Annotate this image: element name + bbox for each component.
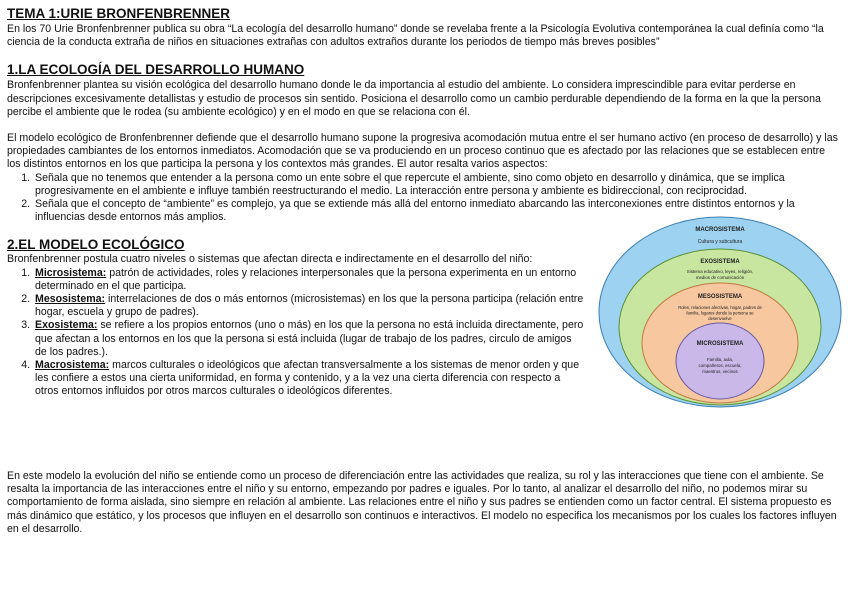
section1-paragraph-2: El modelo ecológico de Bronfenbrenner defiende que el desarrollo humano supone la progresiva acomodación mutua entre el ser humano activo (en proceso de desarrollo) y las propiedades cambiantes de los entornos inmediatos. Acomodación que se va produciendo en un proceso continuo que es afectado por las relaciones que se establecen entre los distintos entornos en los que participa la persona y los contextos más grandes. El autor resalta varios aspectos:	[7, 132, 838, 171]
section1-paragraph-1: Bronfenbrenner plantea su visión ecológica del desarrollo humano donde le da importancia al estudio del ambiente. Lo considera imprescindible para evitar perderse en descripciones excesivamente detallistas y estudio de procesos sin sentido. Posiciona el desarrollo como un cambio perdurable dependiendo de la forma en la que la persona percibe el ambiente que le rodea (su ambiente ecológico) y en el modo en que se relaciona con él.	[7, 79, 821, 118]
ecological-model-diagram	[597, 215, 843, 410]
section-modelo	[7, 227, 841, 398]
meso-subtitle-2: familia, lugares donde la persona se	[686, 310, 754, 316]
term-microsistema: Microsistema:	[35, 266, 107, 279]
section2-list	[7, 267, 585, 399]
section2-heading: 2.EL MODELO ECOLÓGICO	[7, 237, 185, 253]
term-macrosistema: Macrosistema:	[35, 359, 110, 372]
meso-subtitle-1: Roles, relaciones afectivas, hogar, padres de	[678, 305, 762, 311]
definition-text: marcos culturales o ideológicos que afectan transversalmente a los sistemas de menor orden y que les confiere a estos una cierta uniformidad, en forma y contenido, y a la vez una cierta diferencia con respecto a otros entornos influidos por otros marcos culturales o ideológicos diferentes.	[35, 359, 580, 398]
conclusion-paragraph: En este modelo la evolución del niño se entiende como un proceso de diferenciación entre las actividades que realiza, su rol y las interacciones que tiene con el ambiente. Se resalta la importancia de las interacciones entre el niño y su entorno, empezando por padres e iguales. Por lo tanto, al analizar el desarrollo del niño, no podemos mirar su comportamiento de forma aislada, sino siempre en relación al ambiente. Las relaciones entre el niño y sus padres se entienden como un factor central. El sistema propuesto es más dinámico que estático, y los procesos que influyen en el desarrollo son continuos e interactivos. El modelo no especifica los mecanismos por los cuales los factores influyen en el desarrollo.	[7, 470, 837, 535]
section2-intro: Bronfenbrenner postula cuatro niveles o sistemas que afectan directa e indirectamente en el desarrollo del niño:	[7, 253, 533, 266]
intro-paragraph: En los 70 Urie Bronfenbrenner publica su obra “La ecología del desarrollo humano” donde se revelaba frente a la Psicología Evolutiva contemporánea la cual definía como “la ciencia de la conducta extraña de niños en situaciones extrañas con adultos extraños durante los periodos de tiempo más breves posibles”	[7, 23, 824, 49]
term-mesosistema: Mesosistema:	[35, 293, 106, 306]
list-item	[33, 293, 585, 319]
micro-title: MICROSISTEMA	[696, 341, 744, 348]
document-page	[7, 6, 841, 399]
meso-title: MESOSISTEMA	[697, 294, 743, 301]
definition-text: patrón de actividades, roles y relaciones interpersonales que la persona experimenta en un entorno determinado en el que participa.	[35, 266, 577, 292]
macro-title: MACROSISTEMA	[695, 227, 745, 234]
exo-title: EXOSISTEMA	[700, 259, 740, 266]
document-title: TEMA 1:URIE BRONFENBRENNER	[7, 6, 231, 21]
section2-text	[7, 237, 585, 398]
micro-subtitle-2: compañeros, escuela,	[698, 363, 742, 369]
exo-subtitle-2: medios de comunicación	[695, 275, 745, 281]
list-item	[33, 359, 585, 399]
list-item: 2. Señala que el concepto de “ambiente” es complejo, ya que se extiende más allá del entorno inmediato abarcando las interconexiones entre distintos entornos y la influencias desde entornos más amplios.	[33, 198, 841, 224]
micro-subtitle-3: maestros, vecinos	[702, 369, 738, 375]
macro-subtitle: Cultura y subcultura	[697, 239, 743, 246]
list-item	[33, 319, 585, 359]
section1-heading: 1.LA ECOLOGÍA DEL DESARROLLO HUMANO	[7, 62, 305, 78]
definition-text: se refiere a los propios entornos (uno o más) en los que la persona no está incluida directamente, pero que afectan a los entornos en los que la persona si está incluida (lugar de trabajo de los padres, circulo de amigos de los padres.).	[35, 319, 584, 358]
micro-subtitle-1: Familia, aula,	[706, 357, 734, 363]
exo-subtitle-1: Sistema educativo, leyes, religión,	[686, 269, 754, 275]
list-item	[33, 267, 585, 293]
section-ecologia	[7, 62, 841, 224]
definition-text: interrelaciones de dos o más entornos (microsistemas) en los que la persona participa (relación entre hogar, escuela y grupo de padres).	[35, 293, 584, 319]
list-item: 1. Señala que no tenemos que entender a la persona como un ente sobre el que repercute el ambiente, sino como objeto en desarrollo y dinámica, que se implica progresivamente en el ambiente e influye también reestructurando el medio. La interacción entre persona y ambiente es bidireccional, con reciprocidad.	[33, 172, 841, 198]
term-exosistema: Exosistema:	[35, 319, 98, 332]
meso-subtitle-3: desenvuelve	[708, 316, 732, 322]
